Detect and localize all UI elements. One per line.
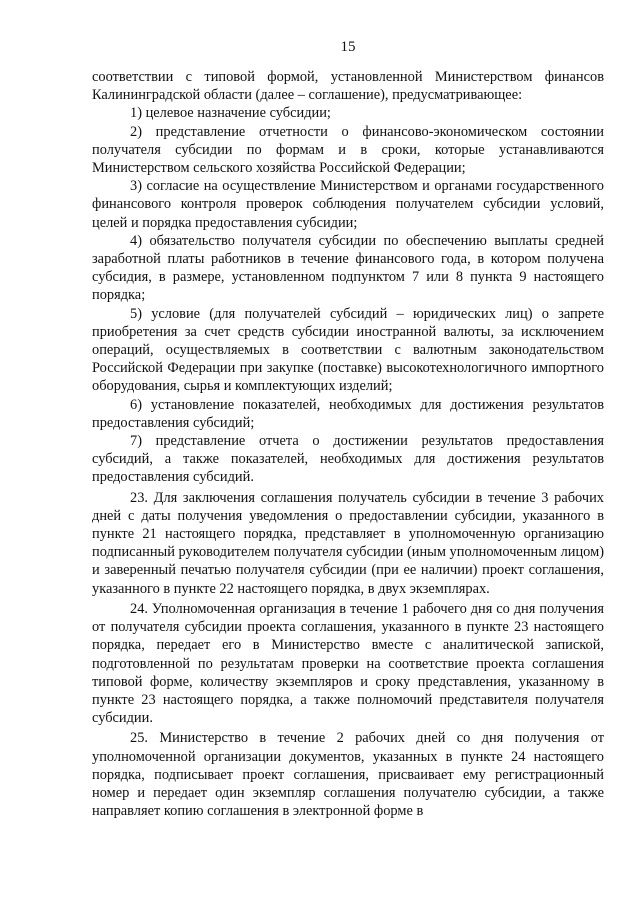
clause-24: 24. Уполномоченная организация в течение 1 рабочего дня со дня получения от получателя субсидии проекта соглашения, указанного в пункте 23 настоящего порядка, передает его в Министерство вместе с аналитической запиской, подготовленной по результатам проверки на соответствие проекта соглашения типовой форме, количеству экземпляров и сроку представления, указанному в пункте 23 настоящего порядка, а также полномочий представителя получателя субсидии. <box>92 600 604 727</box>
list-item-1: 1) целевое назначение субсидии; <box>130 105 331 122</box>
page-number: 15 <box>340 39 356 55</box>
clause-25: 25. Министерство в течение 2 рабочих дней со дня получения от уполномоченной организации документов, указанных в пункте 24 настоящего порядка, подписывает проект соглашения, присваивает ему регистрационный номер и передает один экземпляр соглашения получателю субсидии, а также направляет копию соглашения в электронной форме в <box>92 730 604 820</box>
list-item-4: 4) обязательство получателя субсидии по обеспечению выплаты средней заработной платы работников в течение финансового года, в котором получена субсидия, в размере, установленном подпунктом 7 или 8 пункта 9 настоящего порядка; <box>92 232 604 304</box>
document-body <box>92 68 604 820</box>
clause-23: 23. Для заключения соглашения получатель субсидии в течение 3 рабочих дней с даты получения уведомления о предоставлении субсидии, указанного в пункте 21 настоящего порядка, представляет в уполномоченную организацию подписанный руководителем получателя субсидии (иным уполномоченным лицом) и заверенный печатью получателя субсидии (при ее наличии) проект соглашения, указанного в пункте 22 настоящего порядка, в двух экземплярах. <box>92 489 604 597</box>
list-item-2: 2) представление отчетности о финансово-экономическом состоянии получателя субсидии по формам и в сроки, которые устанавливаются Министерством сельского хозяйства Российской Федерации; <box>92 123 604 177</box>
list-item-7: 7) представление отчета о достижении результатов предоставления субсидий, а также показателей, необходимых для достижения результатов предоставления субсидий. <box>92 433 604 486</box>
list-item-6: 6) установление показателей, необходимых для достижения результатов предоставления субсидий; <box>92 396 604 431</box>
list-item-3: 3) согласие на осуществление Министерством и органами государственного финансового контроля проверок соблюдения получателем субсидии условий, целей и порядка предоставления субсидии; <box>92 178 604 231</box>
list-item-5: 5) условие (для получателей субсидий – юридических лиц) о запрете приобретения за счет средств субсидии иностранной валюты, за исключением операций, осуществляемых в соответствии с валютным законодательством Российской Федерации при закупке (поставке) высокотехнологичного импортного оборудования, сырья и комплектующих изделий; <box>92 305 604 395</box>
paragraph-continuation: соответствии с типовой формой, установленной Министерством финансов Калининградской области (далее – соглашение), предусматривающее: <box>92 69 604 104</box>
